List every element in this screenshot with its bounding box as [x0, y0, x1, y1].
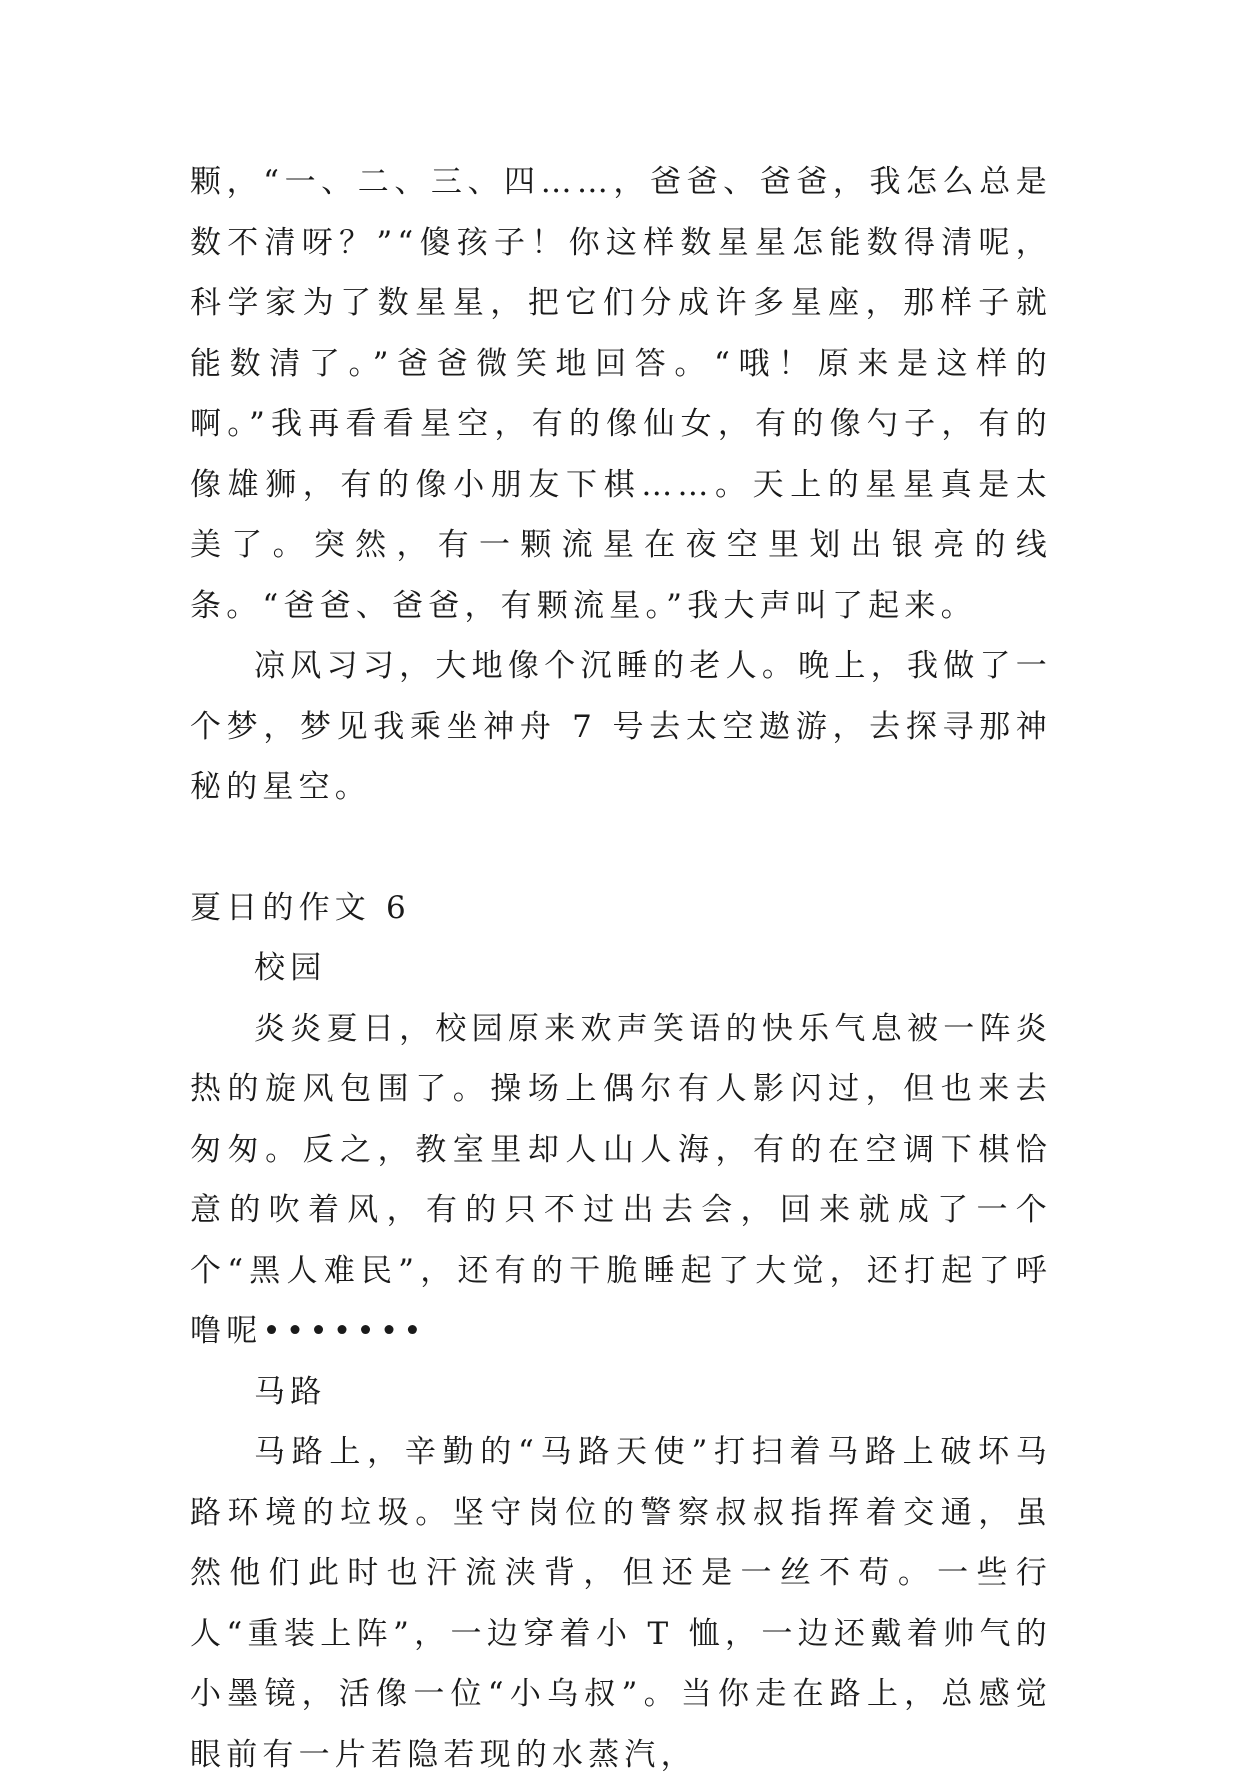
closing-paragraph: 凉风习习，大地像个沉睡的老人。晚上，我做了一个梦，梦见我乘坐神舟 7 号去太空遨游，去探寻那神秘的星空。	[190, 648, 1052, 805]
section-paragraph-campus: 炎炎夏日，校园原来欢声笑语的快乐气息被一阵炎热的旋风包围了。操场上偶尔有人影闪过，但也来去匆匆。反之，教室里却人山人海，有的在空调下棋恰意的吹着风，有的只不过出去会，回来就成了一个个“黑人难民”，还有的干脆睡起了大觉，还打起了呼噜呢•••••••	[190, 1010, 1052, 1349]
essay-title: 夏日的作文 6	[190, 889, 411, 926]
continued-paragraph: 颗，“一、二、三、四……，爸爸、爸爸，我怎么总是数不清呀？”“傻孩子！你这样数星星怎能数得清呢，科学家为了数星星，把它们分成许多星座，那样子就能数清了。”爸爸微笑地回答。“哦！原来是这样的啊。”我再看看星空，有的像仙女，有的像勺子，有的像雄狮，有的像小朋友下棋……。天上的星星真是太美了。突然，有一颗流星在夜空里划出银亮的线条。“爸爸、爸爸，有颗流星。”我大声叫了起来。	[190, 164, 1052, 624]
document-body	[190, 152, 1052, 1785]
section-paragraph-road: 马路上，辛勤的“马路天使”打扫着马路上破坏马路环境的垃圾。坚守岗位的警察叔叔指挥着交通，虽然他们此时也汗流浃背，但还是一丝不苟。一些行人“重装上阵”，一边穿着小 T 恤，一边还戴着帅气的小墨镜，活像一位“小乌叔”。当你走在路上，总感觉眼前有一片若隐若现的水蒸汽，	[190, 1434, 1052, 1773]
section-spacer	[190, 818, 1052, 878]
section-heading-road: 马路	[254, 1373, 327, 1410]
section-heading-campus: 校园	[254, 950, 327, 986]
